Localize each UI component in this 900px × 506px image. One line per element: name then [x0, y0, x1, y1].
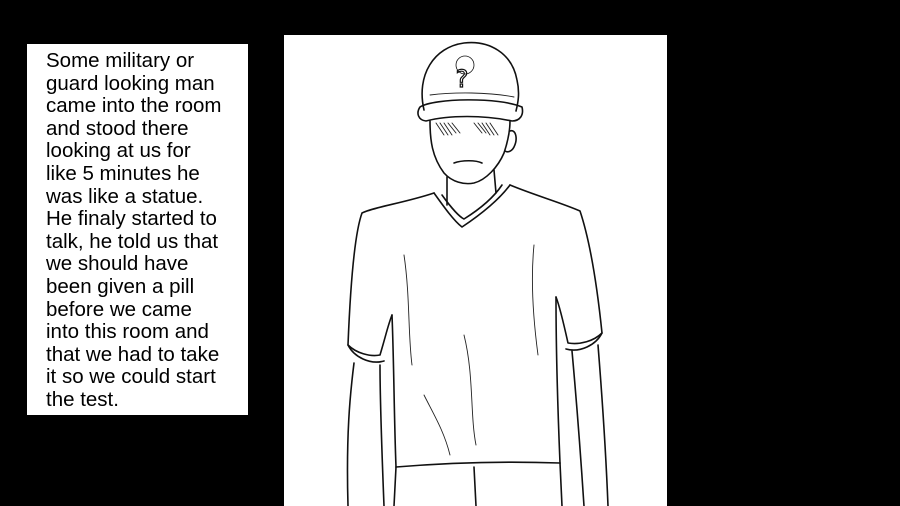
shirt-fold	[464, 335, 476, 445]
illustration-panel	[284, 35, 667, 506]
shirt-collar	[434, 185, 510, 227]
caption-line: talk, he told us that	[46, 229, 219, 253]
mouth	[454, 161, 482, 163]
shirt-fold	[424, 395, 450, 455]
shirt-fold	[532, 245, 538, 355]
pants	[394, 463, 562, 506]
caption-line: it so we could start	[46, 365, 216, 389]
caption-line: came into the room	[46, 94, 222, 118]
shirt-torso-right	[556, 297, 560, 463]
cap-question-mark-icon: ?	[455, 65, 469, 93]
caption-line: He finaly started to	[46, 207, 217, 231]
shirt-hem	[396, 462, 560, 467]
shirt-collar-inner	[442, 185, 502, 219]
caption-line: before we came	[46, 297, 192, 321]
caption-box	[27, 44, 248, 415]
shirt-torso-left	[392, 315, 396, 467]
shirt-left-side	[348, 193, 434, 356]
caption-line: guard looking man	[46, 71, 215, 95]
caption-line: and stood there	[46, 116, 189, 140]
caption-line: into this room and	[46, 320, 209, 344]
right-sleeve-cuff	[566, 333, 602, 350]
guard-sketch	[284, 35, 667, 506]
cap-crown	[422, 43, 518, 111]
caption-line: like 5 minutes he	[46, 161, 200, 185]
caption-line: was like a statue.	[46, 184, 204, 208]
caption-line: we should have	[46, 252, 189, 276]
left-arm	[347, 363, 384, 506]
caption-line: Some military or	[46, 49, 195, 72]
face-shadow	[436, 123, 498, 135]
face-outline	[430, 121, 510, 184]
caption-line: looking at us for	[46, 139, 191, 163]
shirt-fold	[404, 255, 412, 365]
caption-line: the test.	[46, 387, 119, 411]
cap-brim	[418, 100, 523, 121]
caption-line: been given a pill	[46, 274, 195, 298]
cap-seam	[430, 93, 514, 97]
left-sleeve-cuff	[348, 345, 384, 362]
caption-line: that we had to take	[46, 342, 220, 366]
right-arm	[572, 345, 608, 506]
